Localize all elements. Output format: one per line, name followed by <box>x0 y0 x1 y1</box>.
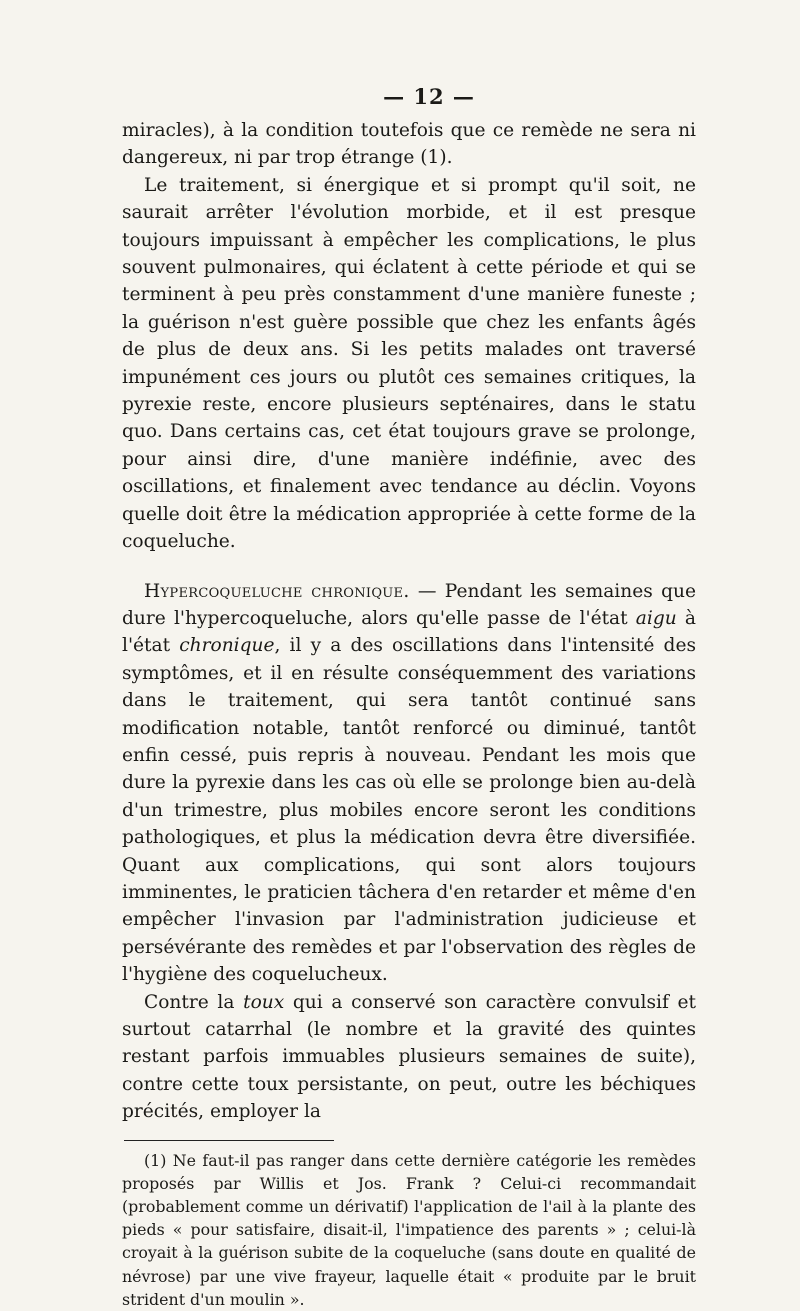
section-text-2: à l'état <box>122 607 696 657</box>
footnote: (1) Ne faut-il pas ranger dans cette dernière catégorie les remèdes proposés par Willis et Jos. Frank ? Celui-ci recommandait (probablement comme un dérivatif) l'application de l'ail à la plante des pieds « pour satisfaire, disait-il, l'impatience des parents » ; celui-là croyait à la guérison subite de la coqueluche (sans doute en qualité de névrose) par une vive frayeur, laquelle était « produite par le bruit strident d'un moulin ». <box>122 1150 696 1309</box>
section-text-3: , il y a des oscillations dans l'intensité des symptômes, et il en résulte conséquemment des variations dans le traitement, qui sera tantôt continué sans modification notable, tantôt renforcé ou diminué, tantôt enfin cessé, puis repris à nouveau. Pendant les mois que dure la pyrexie dans les cas où elle se prolonge bien au-delà d'un trimestre, plus mobiles encore seront les conditions pathologiques, et plus la médication devra être diversifiée. Quant aux complications, qui sont alors toujours imminentes, le praticien tâchera d'en retarder et même d'en empêcher l'invasion par l'administration judicieuse et persévérante des remèdes et par l'observation des règles de l'hygiène des coquelucheux. <box>122 635 696 986</box>
toux-text-1: Contre la <box>144 991 244 1013</box>
footnote-divider <box>124 1140 334 1141</box>
paragraph-toux <box>122 989 696 1126</box>
section-hypercoqueluche-chronique <box>122 578 696 989</box>
paragraph-continuation: miracles), à la condition toutefois que ce remède ne sera ni dangereux, ni par trop étrange (1). <box>122 120 696 169</box>
section-text-1: — Pendant les semaines que dure l'hypercoqueluche, alors qu'elle passe de l'état <box>122 580 696 629</box>
emph-toux: toux <box>243 991 285 1013</box>
paragraph-traitement: Le traitement, si énergique et si prompt qu'il soit, ne saurait arrêter l'évolution morbide, et il est presque toujours impuissant à empêcher les complications, le plus souvent pulmonaires, qui éclatent à cette période et qui se terminent à peu près constamment d'une manière funeste ; la guérison n'est guère possible que chez les enfants âgés de plus de deux ans. Si les petits malades ont traversé impunément ces jours ou plutôt ces semaines critiques, la pyrexie reste, encore plusieurs septénaires, dans le statu quo. Dans certains cas, cet état toujours grave se prolonge, pour ainsi dire, d'une manière indéfinie, avec des oscillations, et finalement avec tendance au déclin. Voyons quelle doit être la médication appropriée à cette forme de la coqueluche. <box>122 174 696 553</box>
section-heading: Hypercoqueluche chronique. <box>144 580 410 602</box>
page-number: — 12 — <box>383 84 475 109</box>
toux-text-2: qui a conservé son caractère convulsif et surtout catarrhal (le nombre et la gravité des quintes restant parfois immuables plusieurs semaines de suite), contre cette toux persistante, on peut, outre les béchiques précités, employer la <box>122 991 696 1123</box>
emph-aigu: aigu <box>635 607 677 629</box>
emph-chronique: chronique <box>179 635 275 657</box>
body-text <box>122 117 696 1126</box>
